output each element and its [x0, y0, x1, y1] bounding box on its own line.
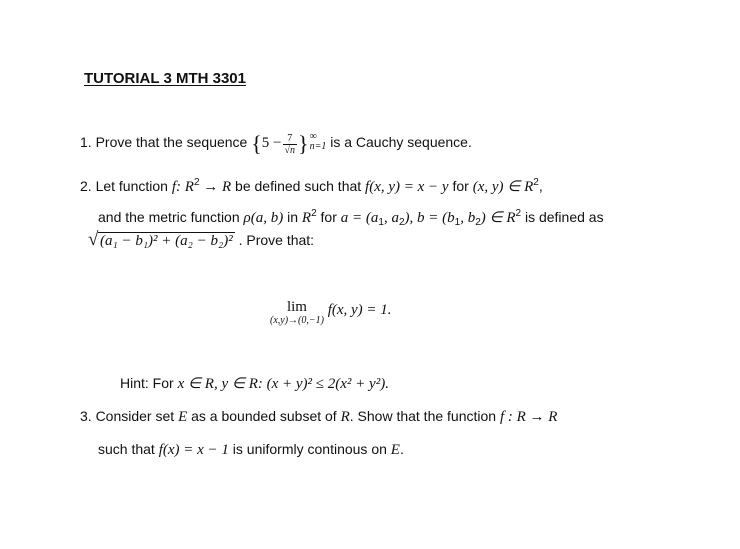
q2-l1-sup: 2 — [193, 177, 200, 188]
q2-l2-sub1: 1 — [378, 217, 384, 228]
hint-label: Hint: For — [120, 375, 178, 391]
q1-upper: ∞ — [309, 131, 317, 142]
q2-l1-xy: (x, y) ∈ R — [472, 179, 534, 195]
question-2-line-1 — [80, 177, 543, 196]
q2-l2-close: ) — [404, 210, 410, 226]
sqrt-radical-icon: √ — [88, 229, 99, 250]
q3-l2-c: . — [399, 441, 404, 457]
q2-l1-sup2: 2 — [533, 177, 539, 188]
q2-l1-f: f — [171, 179, 177, 195]
q2-l2-a-def: a = (a — [340, 210, 379, 226]
q2-l2-a-rest: , a — [383, 210, 399, 226]
question-3-line-2 — [98, 441, 404, 459]
q2-l2-b-rest: , b — [460, 210, 476, 226]
q3-l1-c: . Show that the function — [349, 408, 500, 424]
q1-open-brace: { — [251, 131, 262, 156]
q2-l2-sub3: 1 — [454, 217, 461, 228]
q1-frac-num: 7 — [283, 133, 298, 145]
limit-operator — [270, 300, 324, 326]
q3-l2-E: E — [390, 442, 400, 458]
q2-l2-sup2: 2 — [515, 208, 522, 219]
q2-l2-sub2: 2 — [398, 217, 405, 228]
q2-l3-rest: . Prove that: — [234, 232, 315, 248]
q2-l2-sub4: 2 — [475, 217, 481, 228]
q3-l1-f: f : R → R — [499, 409, 558, 425]
q3-l2-a: such that — [98, 441, 159, 457]
hint-line — [120, 374, 389, 393]
q3-l2-b: is uniformly continous on — [228, 441, 391, 457]
question-2-line-2 — [98, 208, 604, 228]
q2-l1-c: be defined such that — [231, 178, 366, 194]
q2-l1-b: → R — [199, 179, 232, 195]
limit-word: lim — [286, 299, 307, 315]
q1-prefix: 1. Prove that the sequence — [80, 134, 252, 150]
q2-l1-def: f(x, y) = x − y — [365, 179, 449, 195]
q3-l1-b: as a bounded subset of — [187, 408, 341, 424]
q1-fraction — [283, 133, 298, 156]
q2-l2-in: ) ∈ R — [480, 210, 516, 226]
q1-close-brace: } — [298, 131, 309, 156]
question-1 — [80, 131, 472, 157]
q2-sqrt — [88, 229, 235, 250]
q2-l1-d: for — [448, 178, 473, 194]
question-3-line-1 — [80, 408, 557, 426]
q1-frac-den: √n — [284, 145, 296, 156]
q2-l2-b-def: , b = (b — [409, 210, 455, 226]
q2-l2-c: for — [316, 209, 341, 225]
q1-limits — [310, 132, 327, 152]
q2-l2-a: and the metric function — [98, 209, 244, 225]
limit-subscript: (x,y)→(0,−1) — [270, 315, 324, 326]
question-2-line-3 — [88, 229, 315, 250]
q2-sqrt-body: (a₁ − b₁)² + (a₂ − b₂)² — [100, 233, 233, 249]
page-title: TUTORIAL 3 MTH 3301 — [84, 70, 246, 87]
q2-l1-e: , — [538, 178, 543, 194]
q2-l2-b: in — [283, 209, 302, 225]
q2-l2-sup: 2 — [311, 208, 317, 219]
q1-lower: n=1 — [309, 141, 327, 152]
q3-l1-R: R — [340, 409, 350, 425]
q1-suffix: is a Cauchy sequence. — [326, 134, 472, 150]
hint-domain: x ∈ R, y ∈ R: — [177, 376, 267, 392]
q2-l2-rho: ρ(a, b) — [243, 210, 284, 226]
q3-l1-E: E — [178, 409, 188, 425]
q2-l1-map: : R — [176, 179, 194, 195]
limit-expression — [270, 300, 392, 326]
q2-l2-d: is defined as — [521, 209, 604, 225]
q2-l2-R: R — [301, 210, 312, 226]
hint-inequality: (x + y)² ≤ 2(x² + y²). — [266, 376, 389, 392]
limit-body: f(x, y) = 1. — [323, 302, 392, 318]
q2-l1-a: 2. Let function — [80, 178, 172, 194]
q3-l1-a: 3. Consider set — [80, 408, 179, 424]
q1-seq-five: 5 − — [261, 135, 282, 151]
q3-l2-f: f(x) = x − 1 — [158, 442, 229, 458]
